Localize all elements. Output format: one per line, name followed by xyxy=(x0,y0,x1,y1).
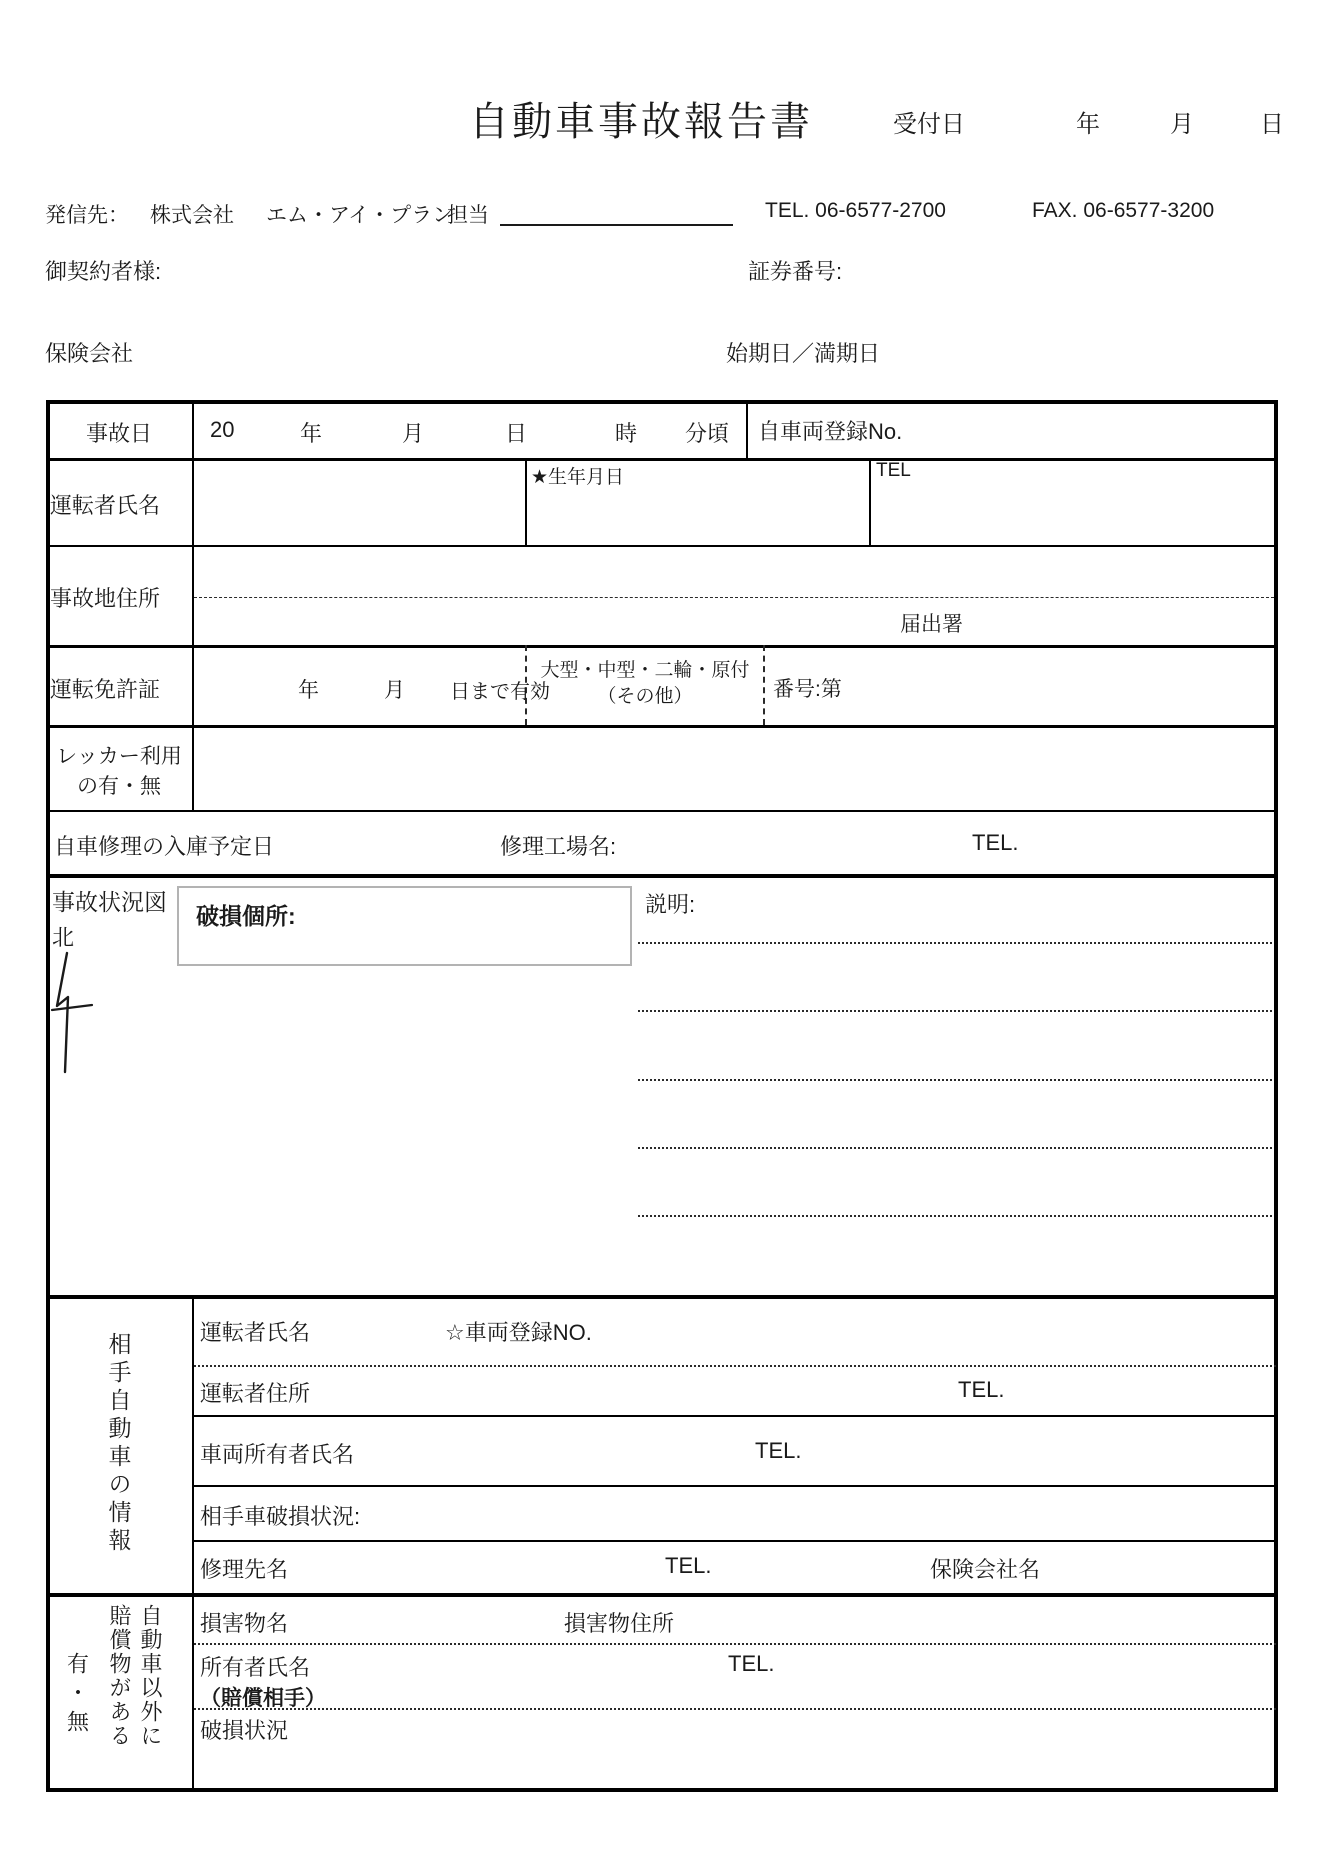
reception-year-label: 年 xyxy=(1076,111,1100,138)
address-divider-dashed-line xyxy=(194,597,1274,598)
policy-number-label: 証券番号: xyxy=(748,259,843,284)
driver-birthdate-label: ★生年月日 xyxy=(531,467,625,488)
other-repair-tel-label: TEL. xyxy=(665,1553,712,1578)
grid-line xyxy=(869,458,871,545)
license-number-label: 番号:第 xyxy=(773,678,842,701)
explanation-label: 説明: xyxy=(645,892,696,917)
tow-label-line2: の有・無 xyxy=(77,775,161,798)
sender-company-name: エム・アイ・プラン xyxy=(266,204,454,227)
reception-day-label: 日 xyxy=(1260,111,1284,138)
grid-line xyxy=(46,725,1278,728)
sender-company-type: 株式会社 xyxy=(150,204,234,227)
sender-prefix: 発信先： xyxy=(45,204,129,227)
license-dashed-divider xyxy=(763,645,765,725)
license-types-other-label: （その他） xyxy=(597,686,693,707)
other-driver-address-tel-label: TEL. xyxy=(958,1377,1005,1402)
reception-month-label: 月 xyxy=(1170,111,1194,138)
insurer-label: 保険会社 xyxy=(45,341,134,366)
property-damage-state-label: 破損状況 xyxy=(200,1718,289,1743)
license-year-label: 年 xyxy=(298,679,319,702)
term-label: 始期日／満期日 xyxy=(726,341,881,366)
repair-date-label: 自車修理の入庫予定日 xyxy=(54,834,275,859)
page-title: 自動車事故報告書 xyxy=(469,100,813,144)
counterparty-label: （賠償相手） xyxy=(200,1687,326,1710)
repair-shop-label: 修理工場名: xyxy=(500,834,617,859)
other-owner-tel-label: TEL. xyxy=(755,1438,802,1463)
other-driver-address-label: 運転者住所 xyxy=(200,1381,311,1406)
property-owner-tel-label: TEL. xyxy=(728,1651,775,1676)
property-condition-label xyxy=(104,1604,166,1784)
license-label: 運転免許証 xyxy=(50,677,161,702)
attention-underline xyxy=(500,224,733,226)
header-fax: FAX. 06-6577-3200 xyxy=(1032,199,1215,222)
accident-year-label: 年 xyxy=(300,421,323,446)
other-repair-shop-label: 修理先名 xyxy=(200,1557,289,1582)
dotted-line xyxy=(194,1365,1276,1367)
property-presence-label: 有・無 xyxy=(64,1651,90,1739)
label-column-line xyxy=(192,1295,194,1792)
label-column-line xyxy=(192,400,194,810)
explanation-ruled-line xyxy=(638,1010,1272,1012)
grid-line xyxy=(46,645,1278,648)
dotted-line xyxy=(194,1643,1276,1645)
property-condition-col-right: 自動車以外に xyxy=(138,1604,163,1748)
grid-line xyxy=(746,400,748,458)
own-vehicle-reg-no-label: 自車両登録No. xyxy=(758,419,903,444)
property-owner-label: 所有者氏名 xyxy=(200,1655,311,1680)
diagram-label: 事故状況図 xyxy=(52,889,167,915)
grid-line xyxy=(46,458,1278,461)
damaged-item-address-label: 損害物住所 xyxy=(564,1611,675,1636)
other-driver-name-label: 運転者氏名 xyxy=(200,1320,311,1345)
customer-label: 御契約者様: xyxy=(45,259,162,284)
accident-minute-label: 分頃 xyxy=(685,421,730,446)
explanation-ruled-line xyxy=(638,1079,1272,1081)
grid-line xyxy=(46,874,1278,878)
property-presence-cell xyxy=(48,1600,106,1790)
accident-century: 20 xyxy=(210,417,235,442)
attention-label: 担当 xyxy=(447,204,489,227)
grid-line xyxy=(46,545,1278,547)
header-tel: TEL. 06-6577-2700 xyxy=(765,199,946,222)
repair-tel-label: TEL. xyxy=(972,830,1019,855)
damage-spots-label: 破損個所: xyxy=(196,903,296,929)
north-label: 北 xyxy=(52,925,75,950)
dotted-line xyxy=(194,1708,1276,1710)
accident-location-label: 事故地住所 xyxy=(50,586,161,611)
other-vehicle-reg-no-label: ☆車両登録NO. xyxy=(445,1320,592,1345)
accident-hour-label: 時 xyxy=(615,421,638,446)
grid-line xyxy=(46,1593,1278,1597)
driver-tel-label: TEL xyxy=(876,460,911,481)
police-station-label: 届出署 xyxy=(900,613,963,636)
grid-line xyxy=(192,1415,1278,1417)
explanation-ruled-line xyxy=(638,1215,1272,1217)
license-types-label: 大型・中型・二輪・原付 xyxy=(540,660,750,681)
explanation-ruled-line xyxy=(638,1147,1272,1149)
other-vehicle-damage-label: 相手車破損状況: xyxy=(200,1504,361,1529)
driver-name-label: 運転者氏名 xyxy=(50,493,161,518)
other-vehicle-section-label: 相手自動車の情報 xyxy=(105,1332,132,1556)
grid-line xyxy=(525,458,527,545)
other-insurer-label: 保険会社名 xyxy=(930,1557,1041,1582)
grid-line xyxy=(46,1295,1278,1299)
grid-line xyxy=(192,1485,1278,1487)
reception-date-label: 受付日 xyxy=(893,111,965,138)
grid-line xyxy=(192,1540,1278,1542)
license-valid-until-label: 日まで有効 xyxy=(450,681,550,703)
north-arrow-icon xyxy=(50,950,96,1076)
tow-label-line1: レッカー利用 xyxy=(56,745,182,768)
property-condition-col-left: 賠償物がある xyxy=(107,1604,132,1748)
accident-month-label: 月 xyxy=(402,421,425,446)
other-owner-name-label: 車両所有者氏名 xyxy=(200,1442,355,1467)
accident-day-label: 日 xyxy=(505,421,528,446)
damaged-item-label: 損害物名 xyxy=(200,1611,289,1636)
accident-date-label: 事故日 xyxy=(85,421,152,446)
grid-line xyxy=(46,810,1278,812)
other-vehicle-section-label-cell xyxy=(46,1295,192,1593)
license-month-label: 月 xyxy=(384,679,405,702)
explanation-ruled-line xyxy=(638,942,1272,944)
